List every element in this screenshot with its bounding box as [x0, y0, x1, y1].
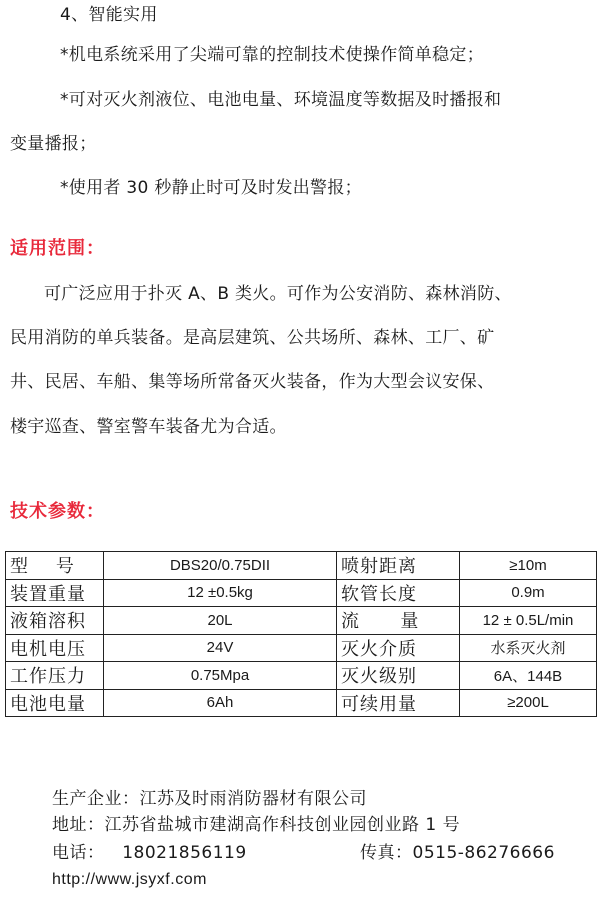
spec-label: 可续用量 [337, 689, 460, 717]
table-row [6, 607, 597, 635]
spec-label: 液箱溶积 [6, 607, 104, 635]
spec-label: 电机电压 [6, 634, 104, 662]
scope-line-4: 楼宇巡查、警室警车装备尤为合适。 [10, 417, 287, 437]
fax-line: 传真：0515-86276666 [360, 843, 555, 863]
spec-value: 6A、144B [460, 662, 597, 690]
company-line: 生产企业：江苏及时雨消防器材有限公司 [52, 789, 367, 809]
scope-heading: 适用范围： [10, 238, 105, 259]
scope-line-1: 可广泛应用于扑灭 A、B 类火。可作为公安消防、森林消防、 [44, 284, 512, 304]
smart-item-2-line-1: *可对灭火剂液位、电池电量、环境温度等数据及时播报和 [60, 90, 502, 110]
smart-item-3: *使用者 30 秒静止时可及时发出警报； [60, 178, 362, 198]
spec-label: 装置重量 [6, 579, 104, 607]
spec-label: 流 量 [337, 607, 460, 635]
spec-label: 喷射距离 [337, 552, 460, 580]
spec-value: 24V [104, 634, 337, 662]
table-row [6, 634, 597, 662]
smart-section-title: 4、智能实用 [60, 5, 158, 25]
spec-label: 软管长度 [337, 579, 460, 607]
spec-value: DBS20/0.75DII [104, 552, 337, 580]
scope-line-3: 井、民居、车船、集等场所常备灭火装备，作为大型会议安保、 [10, 372, 495, 392]
spec-value: 0.9m [460, 579, 597, 607]
spec-label: 型 号 [6, 552, 104, 580]
smart-item-2-line-2: 变量播报； [10, 134, 97, 154]
spec-label: 灭火级别 [337, 662, 460, 690]
spec-value: 20L [104, 607, 337, 635]
spec-value: 水系灭火剂 [460, 634, 597, 662]
phone-line: 电话： 18021856119 [52, 843, 247, 863]
spec-value: 12 ± 0.5L/min [460, 607, 597, 635]
spec-label: 电池电量 [6, 689, 104, 717]
table-row [6, 689, 597, 717]
specs-heading: 技术参数： [10, 501, 105, 522]
smart-item-1: *机电系统采用了尖端可靠的控制技术使操作简单稳定； [60, 45, 484, 65]
website-link[interactable]: http://www.jsyxf.com [52, 871, 207, 888]
spec-value: ≥10m [460, 552, 597, 580]
table-row [6, 579, 597, 607]
spec-value: ≥200L [460, 689, 597, 717]
spec-value: 0.75Mpa [104, 662, 337, 690]
spec-label: 工作压力 [6, 662, 104, 690]
spec-label: 灭火介质 [337, 634, 460, 662]
table-row [6, 662, 597, 690]
scope-line-2: 民用消防的单兵装备。是高层建筑、公共场所、森林、工厂、矿 [10, 328, 495, 348]
specs-table [5, 551, 597, 717]
spec-value: 12 ±0.5kg [104, 579, 337, 607]
address-line: 地址：江苏省盐城市建湖高作科技创业园创业路 1 号 [52, 815, 461, 835]
table-row [6, 552, 597, 580]
spec-value: 6Ah [104, 689, 337, 717]
